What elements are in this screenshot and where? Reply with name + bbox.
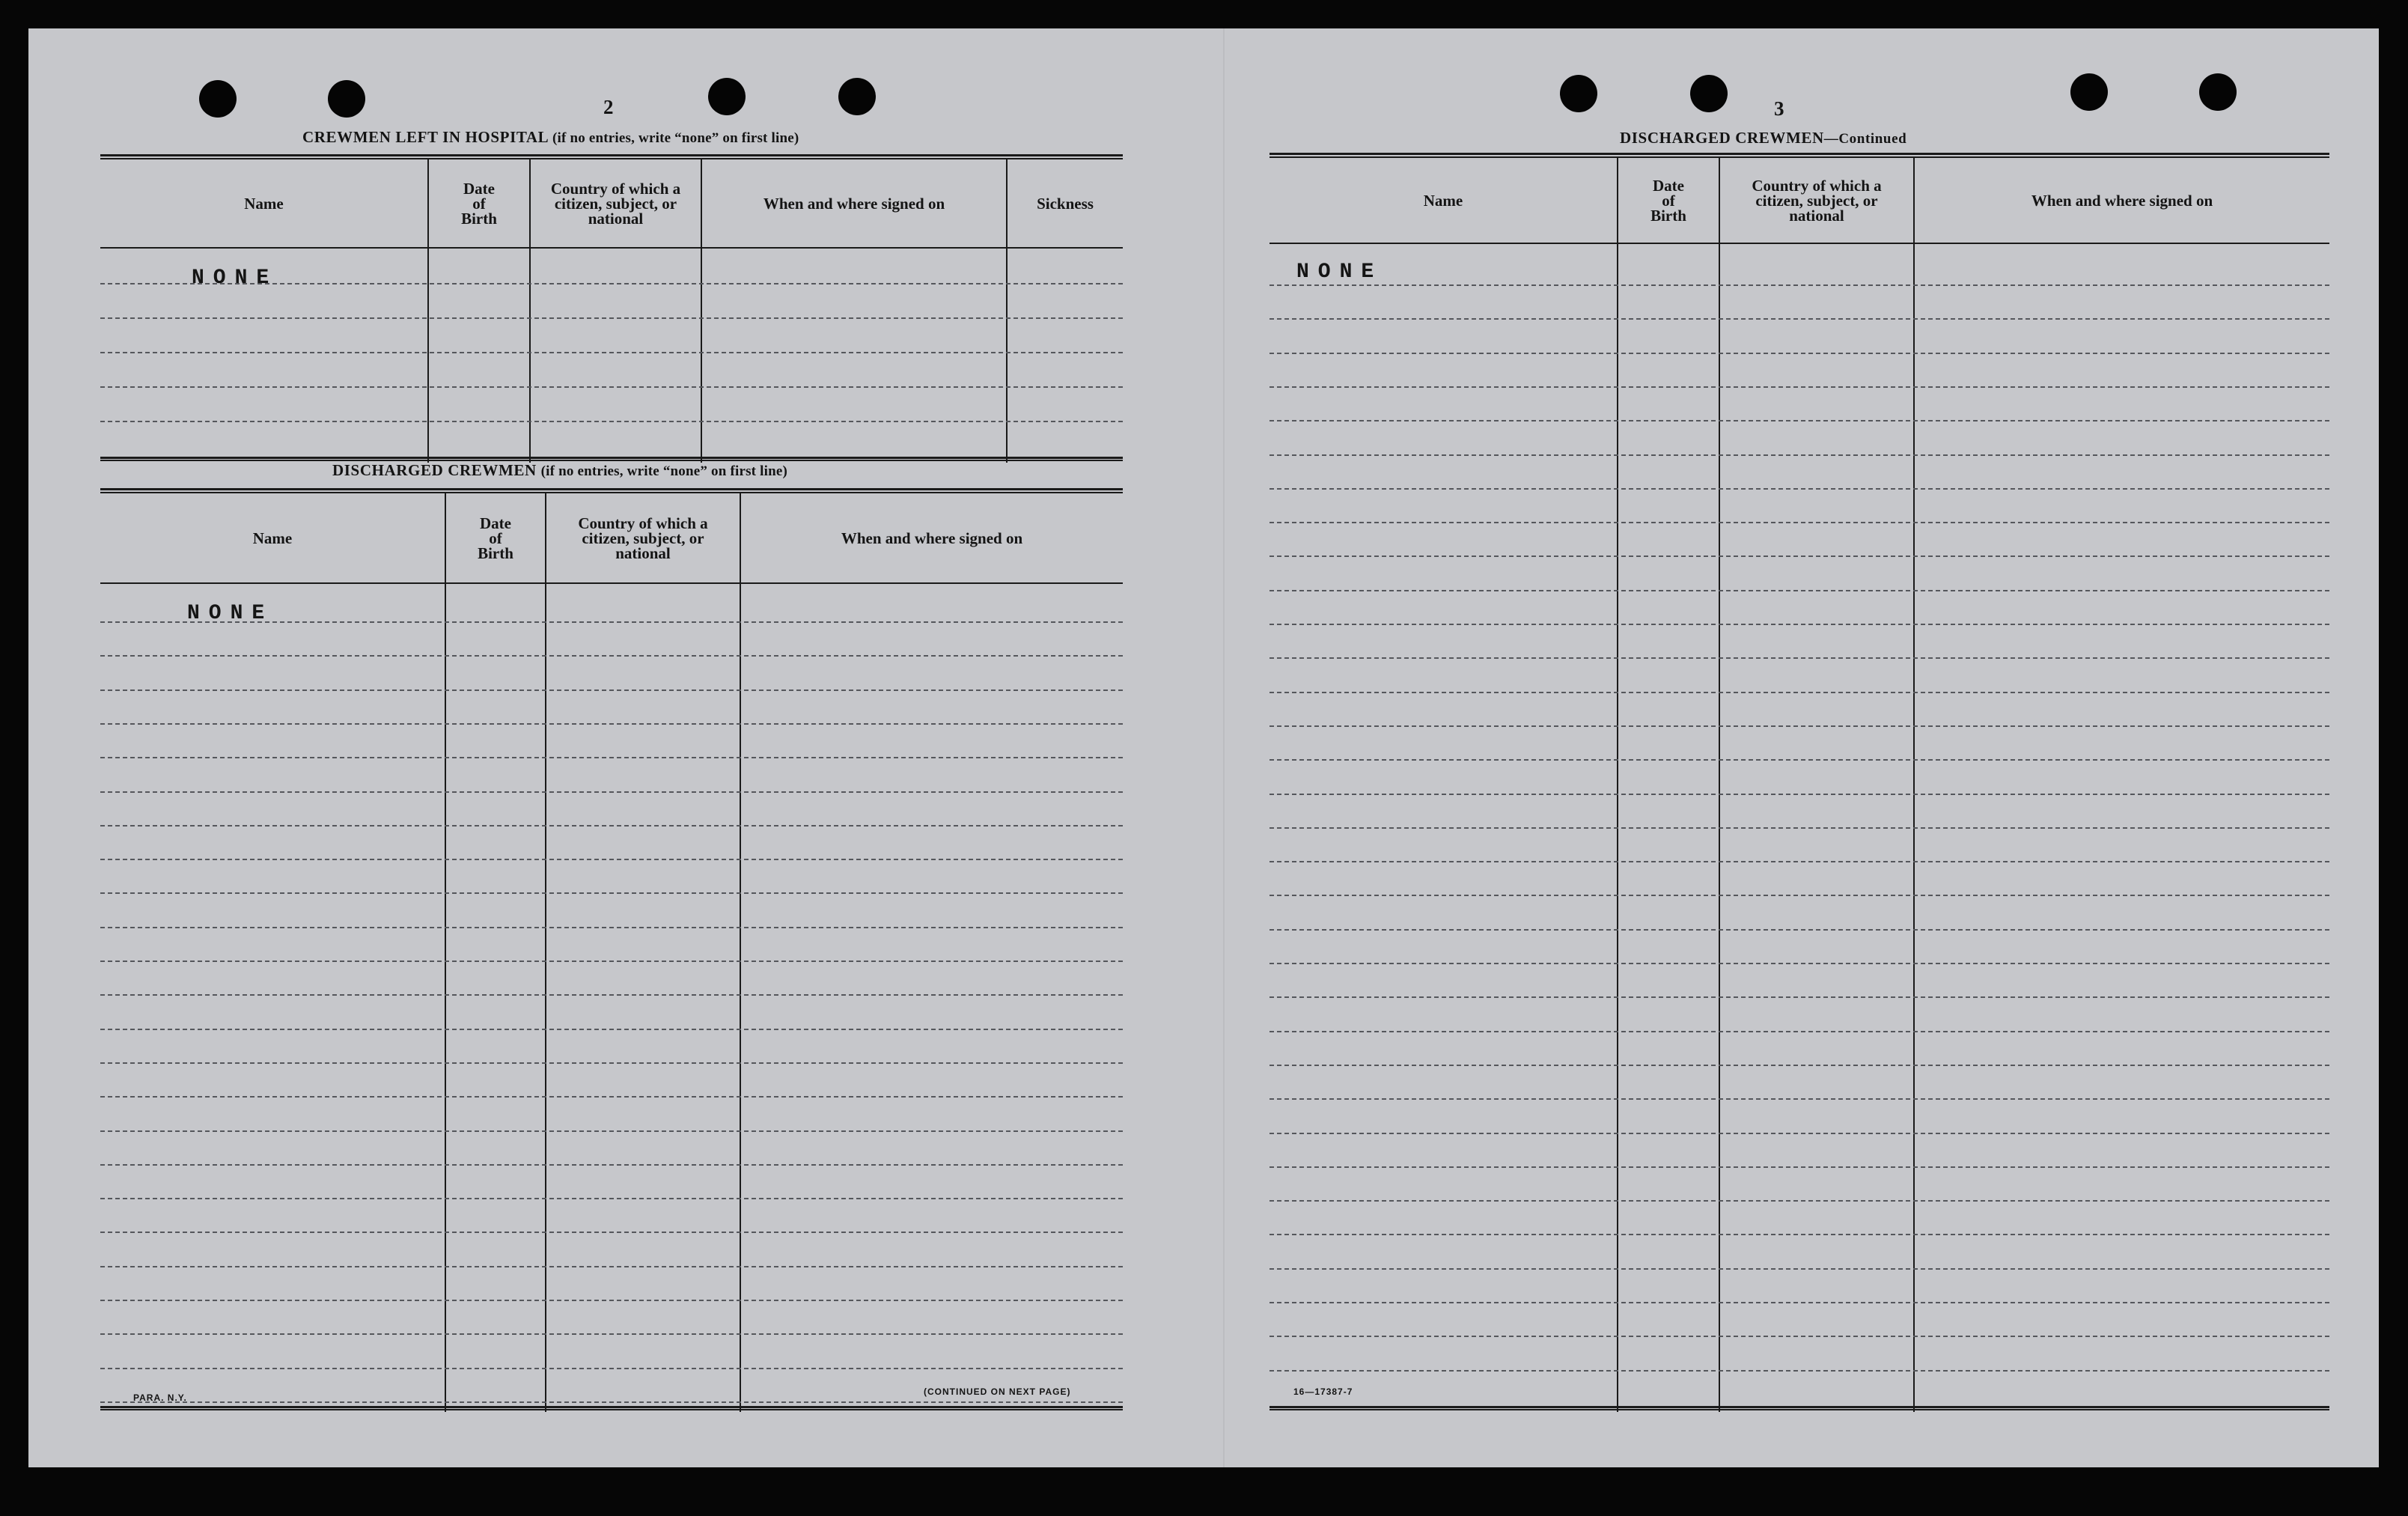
entry-line [1269,1031,2329,1032]
entry-line [100,1062,1123,1064]
col-header-sickness: Sickness [1037,194,1094,213]
column-divider [1617,158,1618,1412]
continued-title: DISCHARGED CREWMEN [1620,129,1824,147]
col-header-dob: Date of Birth [1650,176,1686,225]
entry-line [100,1029,1123,1030]
discharged-table [100,488,1123,1416]
col-header-country: Country of which a citizen, subject, or national [550,179,681,228]
column-divider [1719,158,1720,1412]
discharged-section-title [332,461,787,480]
entry-line [1269,929,2329,931]
punch-hole [1690,75,1728,112]
entry-line [100,689,1123,691]
entry-line [1269,861,2329,862]
entry-line [1269,1166,2329,1168]
entry-line [1269,420,2329,421]
continued-first-entry: NONE [1296,261,1383,284]
entry-line [100,421,1123,422]
entry-line [100,1198,1123,1199]
entry-line [100,927,1123,928]
entry-line [1269,794,2329,795]
punch-hole [838,78,876,115]
entry-line [1269,827,2329,829]
entry-line [100,825,1123,827]
page-number: 2 [603,96,614,118]
entry-line [1269,522,2329,523]
table-top-rule [100,154,1123,159]
entry-line [1269,318,2329,320]
col-header-name: Name [1423,191,1463,210]
col-header-signed: When and where signed on [763,194,945,213]
entry-line [1269,895,2329,896]
punch-hole [708,78,746,115]
col-header-signed: When and where signed on [841,529,1023,547]
column-divider [1913,158,1915,1412]
entry-line [1269,1268,2329,1270]
entry-line [100,961,1123,962]
col-header-name: Name [244,194,284,213]
entry-line [1269,1065,2329,1066]
entry-line [1269,657,2329,659]
hospital-section-title [302,128,799,147]
entry-line [100,1232,1123,1233]
entry-line [1269,1234,2329,1235]
header-rule [100,247,1123,249]
entry-line [1269,963,2329,964]
entry-line [1269,590,2329,591]
entry-line [1269,488,2329,490]
col-header-name: Name [252,529,293,547]
hospital-note: (if no entries, write “none” on first line) [552,130,799,146]
discharged-first-entry: NONE [187,602,274,625]
page-number: 3 [1774,97,1784,120]
entry-line [100,1096,1123,1098]
hospital-table [100,154,1123,467]
entry-line [100,1368,1123,1369]
col-header-country: Country of which a citizen, subject, or national [578,514,708,562]
entry-line [1269,555,2329,557]
col-header-signed: When and where signed on [2031,191,2213,210]
printer-mark: PARA. N.Y. [133,1392,187,1403]
entry-line [1269,1098,2329,1100]
discharged-note: (if no entries, write “none” on first line) [540,463,788,479]
entry-line [100,859,1123,860]
entry-line [100,1300,1123,1301]
punch-hole [199,80,237,118]
discharged-continued-table [1269,153,2329,1416]
table-top-rule [1269,153,2329,158]
page-fold [1223,28,1225,1467]
entry-line [1269,1133,2329,1134]
entry-line [100,757,1123,758]
table-bottom-rule [100,1406,1123,1410]
manifest-sheet [28,28,2379,1467]
entry-line [1269,624,2329,625]
punch-hole [2070,73,2108,111]
header-rule [1269,243,2329,244]
entry-line [100,1333,1123,1335]
entry-line [100,1401,1123,1403]
entry-line [1269,1370,2329,1372]
hospital-title: CREWMEN LEFT IN HOSPITAL [302,128,549,146]
entry-line [100,352,1123,353]
entry-line [100,994,1123,996]
entry-line [100,892,1123,894]
entry-line [1269,996,2329,998]
entry-line [1269,1302,2329,1303]
column-divider [740,493,741,1412]
continued-section-title [1620,129,1906,147]
entry-line [100,386,1123,388]
entry-line [100,1266,1123,1267]
entry-line [1269,725,2329,727]
entry-line [100,655,1123,657]
entry-line [100,1130,1123,1132]
entry-line [100,317,1123,319]
continued-suffix: —Continued [1823,131,1907,147]
entry-line [1269,759,2329,761]
entry-line [1269,1200,2329,1202]
table-bottom-rule [1269,1406,2329,1410]
entry-line [1269,692,2329,693]
column-divider [545,493,546,1412]
entry-line [100,791,1123,793]
form-number: 16—17387-7 [1293,1386,1353,1397]
entry-line [1269,284,2329,286]
col-header-dob: Date of Birth [478,514,513,562]
entry-line [100,723,1123,725]
punch-hole [1560,75,1597,112]
continued-note: (CONTINUED ON NEXT PAGE) [924,1386,1071,1397]
hospital-first-entry: NONE [192,267,278,290]
entry-line [1269,454,2329,456]
column-divider [445,493,446,1412]
col-header-dob: Date of Birth [461,179,497,228]
entry-line [1269,386,2329,388]
entry-line [1269,353,2329,354]
punch-hole [2199,73,2237,111]
entry-line [100,1164,1123,1166]
discharged-title: DISCHARGED CREWMEN [332,461,537,479]
col-header-country: Country of which a citizen, subject, or national [1752,176,1882,225]
table-top-rule [100,488,1123,493]
header-rule [100,582,1123,584]
punch-hole [328,80,365,118]
entry-line [1269,1336,2329,1337]
